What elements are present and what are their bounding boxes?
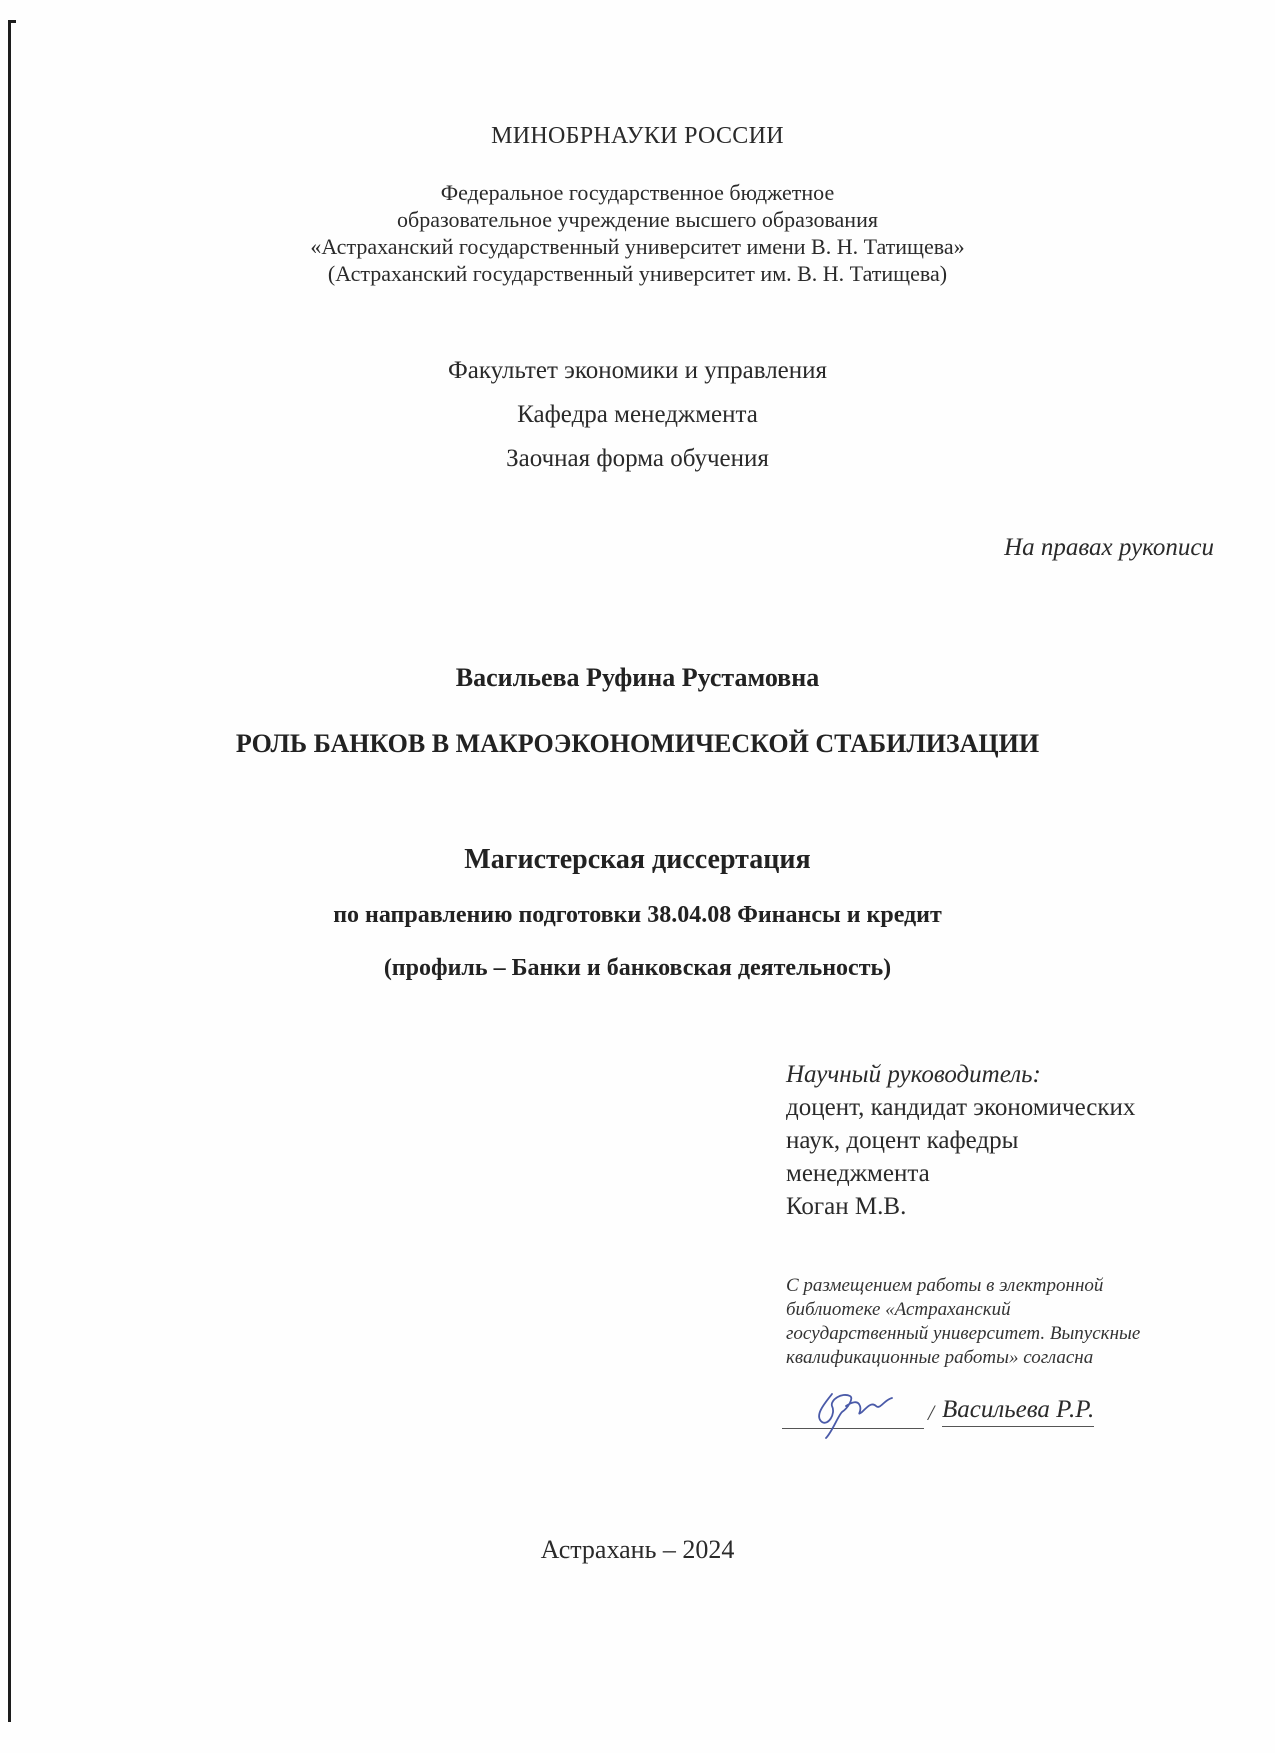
signer-name: Васильева Р.Р. xyxy=(942,1396,1094,1427)
study-form: Заочная форма обучения xyxy=(506,445,769,472)
department-name: Кафедра менеджмента xyxy=(517,401,758,428)
faculty-name: Факультет экономики и управления xyxy=(447,357,828,384)
consent-line: государственный университет. Выпускные xyxy=(786,1323,1141,1344)
supervisor-line: менеджмента xyxy=(786,1160,930,1187)
profile-label: (профиль – Банки и банковская деятельность) xyxy=(383,955,892,981)
consent-block xyxy=(786,1274,1140,1370)
direction-label: по направлению подготовки 38.04.08 Финансы и кредит xyxy=(333,902,942,928)
ministry-heading: МИНОБРНАУКИ РОССИИ xyxy=(491,123,784,149)
consent-line: С размещением работы в электронной xyxy=(786,1275,1104,1296)
signature-row xyxy=(782,1388,1122,1438)
supervisor-line: наук, доцент кафедры xyxy=(786,1127,1019,1154)
consent-line: библиотеке «Астраханский xyxy=(786,1299,1011,1320)
city-year: Астрахань – 2024 xyxy=(540,1535,735,1564)
degree-label: Магистерская диссертация xyxy=(464,844,811,875)
faculty-block xyxy=(0,349,1275,481)
org-line: (Астраханский государственный университет им. В. Н. Татищева) xyxy=(327,261,948,286)
author-name: Васильева Руфина Рустамовна xyxy=(455,663,820,692)
consent-line: квалификационные работы» согласна xyxy=(786,1347,1094,1368)
supervisor-block xyxy=(786,1058,1135,1223)
thesis-title: РОЛЬ БАНКОВ В МАКРОЭКОНОМИЧЕСКОЙ СТАБИЛИЗАЦИИ xyxy=(235,729,1040,758)
organization-block xyxy=(0,179,1275,287)
supervisor-name: Коган М.В. xyxy=(786,1193,907,1220)
signature-slash: / xyxy=(928,1400,935,1425)
supervisor-line: доцент, кандидат экономических xyxy=(786,1094,1136,1121)
org-line: «Астраханский государственный университет имени В. Н. Татищева» xyxy=(310,234,965,259)
handwritten-signature xyxy=(802,1382,922,1442)
org-line: образовательное учреждение высшего образования xyxy=(397,207,878,232)
manuscript-note: На правах рукописи xyxy=(1004,534,1214,561)
org-line: Федеральное государственное бюджетное xyxy=(440,180,835,205)
supervisor-role: Научный руководитель: xyxy=(786,1061,1041,1088)
